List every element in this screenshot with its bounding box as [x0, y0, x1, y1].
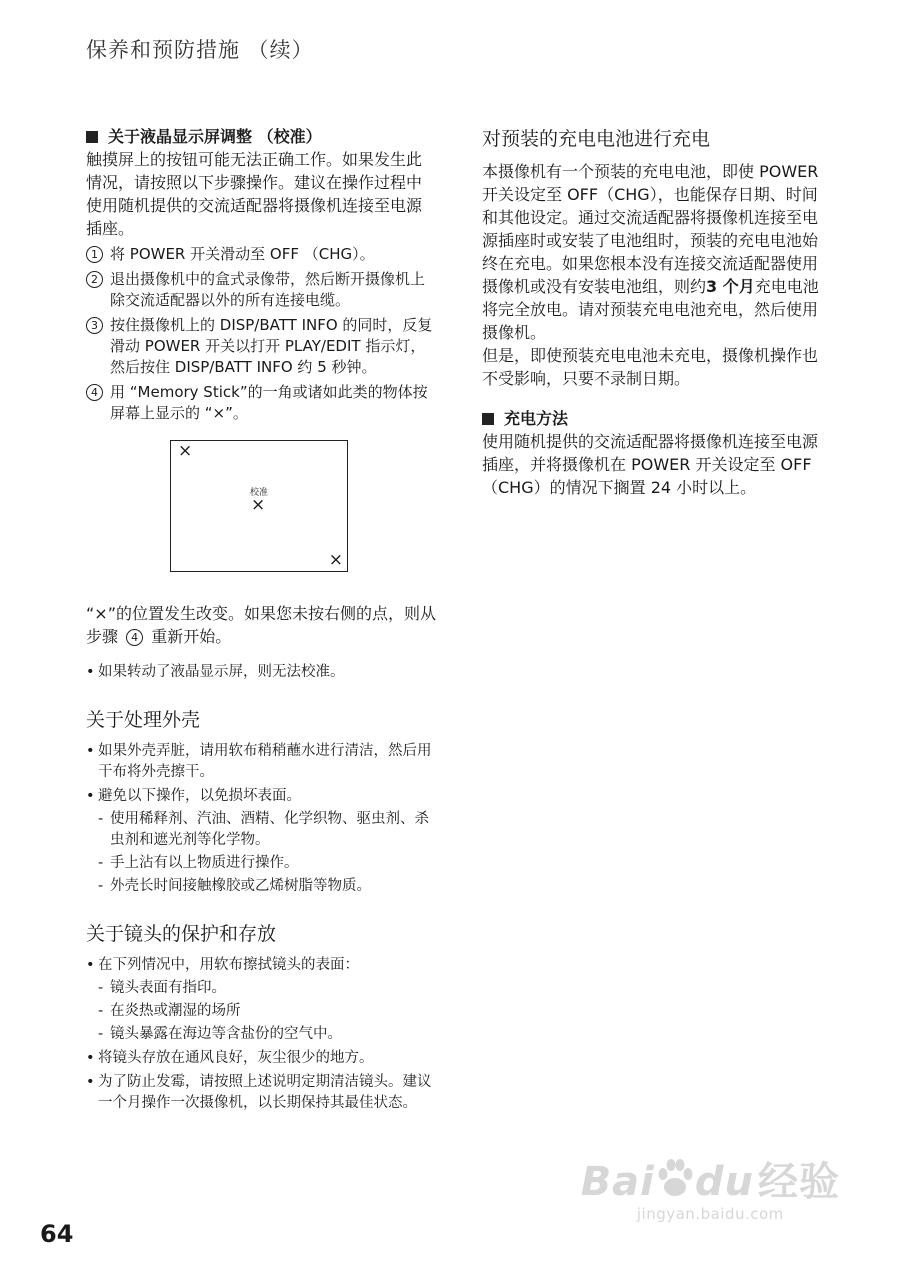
lens-heading: 关于镜头的保护和存放 [86, 923, 277, 945]
lens-bullet-1 [86, 955, 436, 976]
paw-icon [655, 1157, 695, 1199]
dash-icon: - [98, 811, 104, 827]
step-text: 将 POWER 开关滑动至 OFF （CHG）。 [110, 245, 375, 263]
step-3 [86, 315, 436, 378]
step-1 [86, 244, 436, 265]
lcd-calibration-heading [86, 126, 436, 148]
lcd-calibration-heading-text: 关于液晶显示屏调整 （校准） [108, 127, 322, 146]
left-column [86, 126, 436, 1114]
bullet-icon: • [86, 664, 95, 680]
step-text: 用 “Memory Stick”的一角或诸如此类的物体按屏幕上显示的 “×”。 [110, 383, 428, 422]
dash-icon: - [98, 878, 104, 894]
charging-method-heading-text: 充电方法 [504, 409, 569, 428]
dash-icon: - [98, 1003, 104, 1019]
bullet-icon: • [86, 957, 95, 973]
casing-dash-1 [86, 809, 436, 851]
lcd-intro: 触摸屏上的按钮可能无法正确工作。如果发生此情况，请按照以下步骤操作。建议在操作过程中使用随机提供的交流适配器将摄像机连接至电源插座。 [86, 150, 423, 238]
bullet-text: 为了防止发霉，请按照上述说明定期清洁镜头。建议一个月操作一次摄像机，以长期保持其最佳状态。 [98, 1074, 432, 1111]
battery-paragraph-2: 但是，即使预装充电电池未充电，摄像机操作也不受影响，只要不录制日期。 [482, 346, 819, 388]
bullet-icon: • [86, 1074, 95, 1090]
square-bullet-icon [482, 413, 494, 425]
casing-dash-2 [86, 853, 436, 874]
battery-months-emphasis: 3 个月 [706, 277, 755, 296]
calibration-note [86, 662, 436, 683]
step-text: 按住摄像机上的 DISP/BATT INFO 的同时，反复滑动 POWER 开关以打开 PLAY/EDIT 指示灯，然后按住 DISP/BATT INFO 约 5 秒钟。 [110, 316, 433, 376]
step-number: 2 [86, 271, 103, 288]
page-number: 64 [40, 1220, 74, 1248]
watermark-logo [581, 1150, 840, 1207]
bullet-icon: • [86, 1050, 95, 1066]
dash-text: 外壳长时间接触橡胶或乙烯树脂等物质。 [110, 878, 371, 894]
dash-text: 使用稀释剂、汽油、酒精、化学织物、驱虫剂、杀虫剂和遮光剂等化学物。 [110, 811, 429, 848]
cross-mark-icon: × [178, 441, 193, 461]
watermark-brand-b: du [694, 1159, 754, 1205]
dash-icon: - [98, 855, 104, 871]
bullet-icon: • [86, 788, 95, 804]
bullet-text: 避免以下操作，以免损坏表面。 [98, 788, 301, 804]
step-ref: 4 [126, 629, 143, 646]
lens-bullet-3 [86, 1072, 436, 1114]
dash-text: 镜头表面有指印。 [110, 980, 226, 996]
battery-text-c: 充电电池将完全放电。请对预装充电电池充电，然后使用摄像机。 [482, 277, 819, 342]
lens-dash-3 [86, 1024, 436, 1045]
calibration-diagram [170, 440, 348, 572]
battery-heading: 对预装的充电电池进行充电 [482, 128, 711, 150]
step-4 [86, 382, 436, 424]
step-number: 4 [86, 384, 103, 401]
dash-icon: - [98, 980, 104, 996]
cross-mark-icon: × [251, 495, 266, 515]
watermark-brand-a: Bai [580, 1159, 655, 1205]
calibration-result-text [86, 602, 436, 648]
dash-text: 镜头暴露在海边等含盐份的空气中。 [110, 1026, 342, 1042]
lens-dash-1 [86, 978, 436, 999]
step-number: 3 [86, 317, 103, 334]
bullet-text: 如果外壳弄脏，请用软布稍稍蘸水进行清洁，然后用干布将外壳擦干。 [98, 743, 432, 780]
casing-dash-3 [86, 876, 436, 897]
casing-heading: 关于处理外壳 [86, 709, 201, 731]
dash-icon: - [98, 1026, 104, 1042]
step-number: 1 [86, 246, 103, 263]
battery-paragraph-1 [482, 160, 832, 344]
baidu-watermark [581, 1150, 840, 1223]
bullet-text: 在下列情况中，用软布擦拭镜头的表面： [98, 957, 359, 973]
dash-text: 手上沾有以上物质进行操作。 [110, 855, 299, 871]
cross-mark-icon: × [328, 550, 343, 570]
right-column [482, 126, 832, 499]
result-text-part2: 重新开始。 [151, 627, 232, 646]
bullet-text: 将镜头存放在通风良好，灰尘很少的地方。 [98, 1050, 374, 1066]
lens-bullet-2 [86, 1048, 436, 1069]
charging-method-text: 使用随机提供的交流适配器将摄像机连接至电源插座，并将摄像机在 POWER 开关设定至 OFF （CHG）的情况下搁置 24 小时以上。 [482, 432, 819, 497]
page-header: 保养和预防措施 （续） [86, 38, 314, 62]
step-text: 退出摄像机中的盒式录像带，然后断开摄像机上除交流适配器以外的所有连接电缆。 [110, 270, 426, 309]
step-2 [86, 269, 436, 311]
battery-text-a: 本摄像机有一个预装的充电电池，即使 POWER 开关设定至 OFF（CHG），也能保存日期、时间和其他设定。通过交流适配器将摄像机连接至电源插座时或安装了电池组时，预装的充电电池始终在充电。如果您根本没有连接交流适配器使用摄像机或没有安装电池组，则约 [482, 162, 819, 296]
watermark-brand-c: 经验 [758, 1159, 840, 1205]
note-text: 如果转动了液晶显示屏，则无法校准。 [98, 664, 345, 680]
calibration-label: 校准 [250, 488, 269, 498]
lens-dash-2 [86, 1001, 436, 1022]
square-bullet-icon [86, 131, 98, 143]
casing-bullet-1 [86, 741, 436, 783]
dash-text: 在炎热或潮湿的场所 [110, 1003, 241, 1019]
casing-bullet-2 [86, 786, 436, 807]
charging-method-heading [482, 408, 832, 430]
result-text-part1: “×”的位置发生改变。如果您未按右侧的点，则从步骤 [86, 604, 436, 646]
bullet-icon: • [86, 743, 95, 759]
watermark-url: jingyan.baidu.com [636, 1205, 784, 1223]
